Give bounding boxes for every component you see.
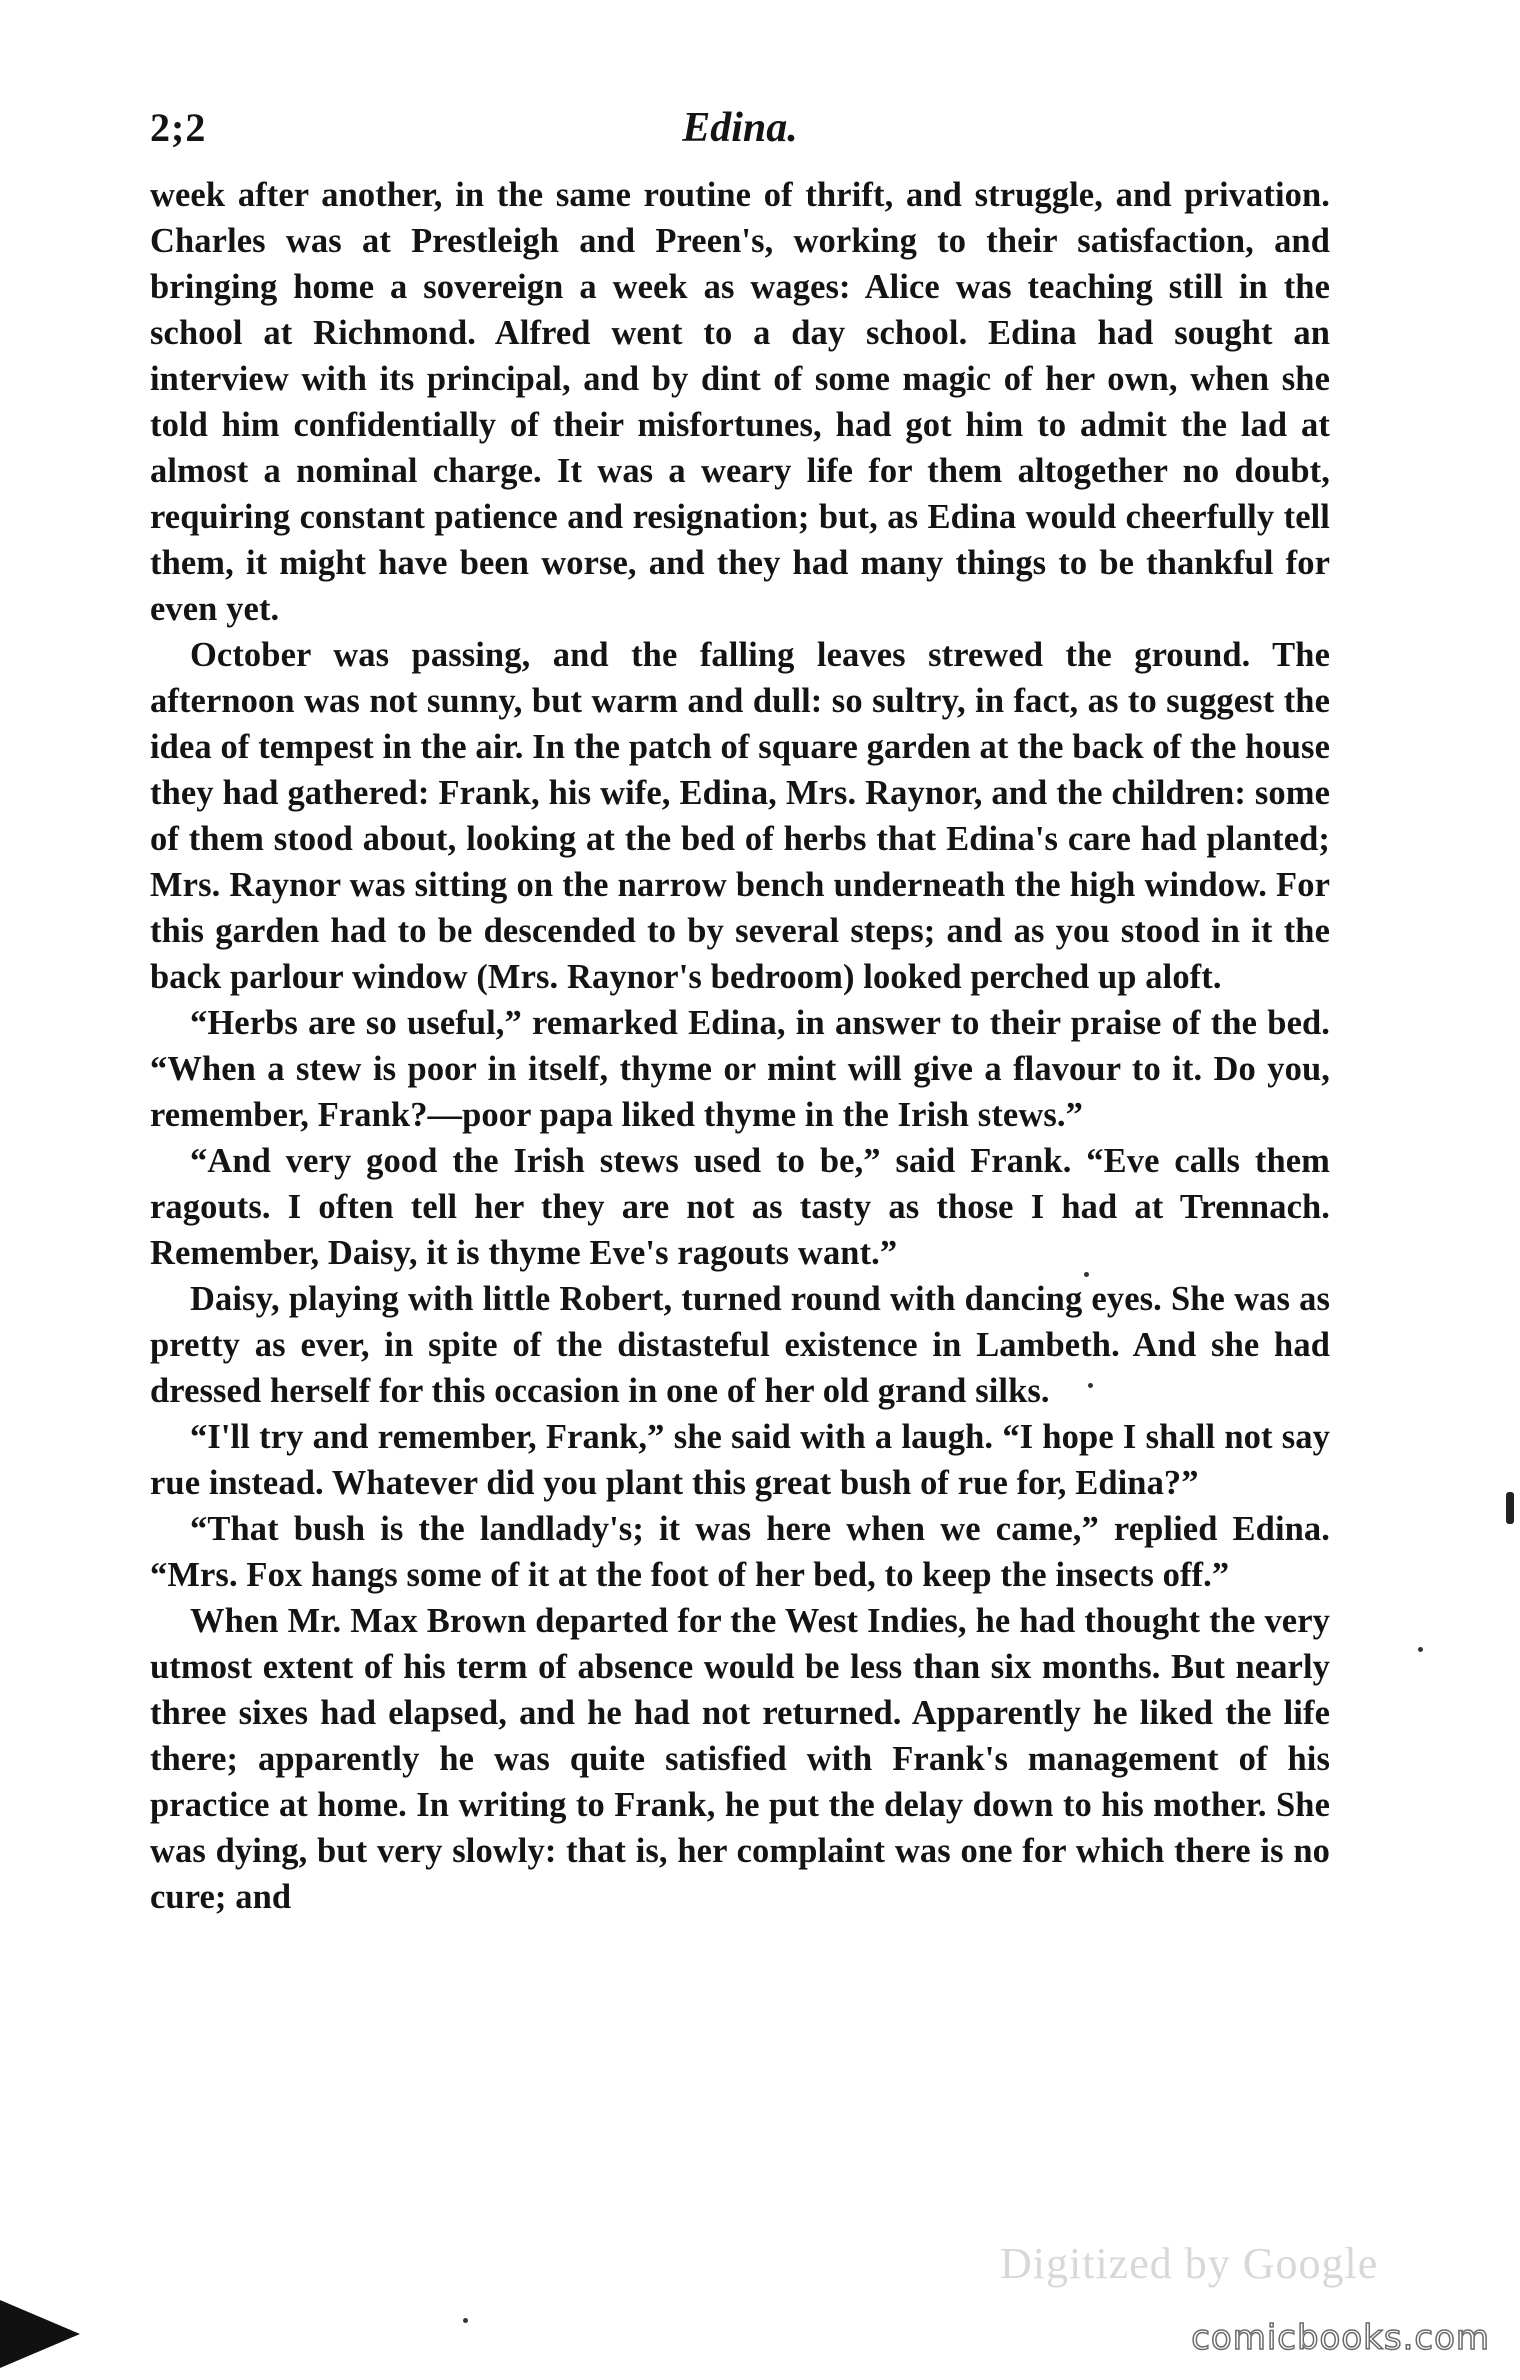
paragraph: “That bush is the landlady's; it was here when we came,” replied Edina. “Mrs. Fox hangs some of it at the foot of her bed, to keep the insects off.” — [150, 1510, 1330, 1594]
scan-speck — [1088, 1383, 1093, 1388]
scan-speck — [463, 2318, 468, 2323]
body-text — [150, 172, 1330, 1920]
site-watermark: comicbooks.com — [1191, 2318, 1490, 2358]
page-header — [150, 104, 1330, 160]
paragraph: When Mr. Max Brown departed for the West Indies, he had thought the very utmost extent of his term of absence would be less than six months. But nearly three sixes had elapsed, and he had not returned. Apparently he liked the life there; apparently he was quite satisfied with Frank's management of his practice at home. In writing to Frank, he put the delay down to his mother. She was dying, but very slowly: that is, her complaint was one for which there is no cure; and — [150, 1602, 1330, 1916]
scan-speck — [1084, 1272, 1089, 1277]
paragraph: Daisy, playing with little Robert, turned round with dancing eyes. She was as pretty as ever, in spite of the distasteful existence in Lambeth. And she had dressed herself for this occasion in one of her old grand silks. — [150, 1280, 1330, 1410]
scan-edge-mark — [1506, 1492, 1514, 1524]
digitized-by-google-mark: Digitized by Google — [1000, 2239, 1379, 2288]
scan-shadow — [0, 2300, 80, 2368]
scan-speck — [1418, 1647, 1423, 1652]
paragraph: “Herbs are so useful,” remarked Edina, in answer to their praise of the bed. “When a stew is poor in itself, thyme or mint will give a flavour to it. Do you, remember, Frank?—poor papa liked thyme in the Irish stews.” — [150, 1004, 1330, 1134]
paragraph: “I'll try and remember, Frank,” she said with a laugh. “I hope I shall not say rue instead. Whatever did you plant this great bush of rue for, Edina?” — [150, 1418, 1330, 1502]
page-number: 2;2 — [150, 105, 207, 150]
paragraph: “And very good the Irish stews used to be,” said Frank. “Eve calls them ragouts. I often tell her they are not as tasty as those I had at Trennach. Remember, Daisy, it is thyme Eve's ragouts want.” — [150, 1142, 1330, 1272]
paragraph: week after another, in the same routine of thrift, and struggle, and privation. Charles was at Prestleigh and Preen's, working to their satisfaction, and bringing home a sovereign a week as wages: Alice was teaching still in the school at Richmond. Alfred went to a day school. Edina had sought an interview with its principal, and by dint of some magic of her own, when she told him confidentially of their misfortunes, had got him to admit the lad at almost a nominal charge. It was a weary life for them altogether no doubt, requiring constant patience and resignation; but, as Edina would cheerfully tell them, it might have been worse, and they had many things to be thankful for even yet. — [150, 176, 1330, 628]
running-title: Edina. — [682, 105, 798, 151]
paragraph: October was passing, and the falling leaves strewed the ground. The afternoon was not sunny, but warm and dull: so sultry, in fact, as to suggest the idea of tempest in the air. In the patch of square garden at the back of the house they had gathered: Frank, his wife, Edina, Mrs. Raynor, and the children: some of them stood about, looking at the bed of herbs that Edina's care had planted; Mrs. Raynor was sitting on the narrow bench underneath the high window. For this garden had to be descended to by several steps; and as you stood in it the back parlour window (Mrs. Raynor's bedroom) looked perched up aloft. — [150, 636, 1330, 996]
